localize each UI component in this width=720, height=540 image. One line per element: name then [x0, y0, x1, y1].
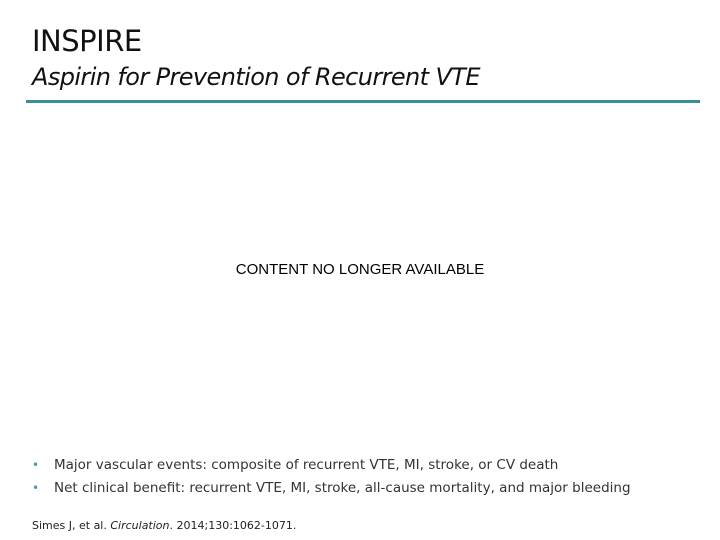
bullet-dot-icon: •: [32, 458, 40, 472]
bullet-dot-icon: •: [32, 481, 40, 495]
slide-title: INSPIRE: [32, 24, 142, 58]
content-unavailable-notice: CONTENT NO LONGER AVAILABLE: [235, 261, 485, 278]
bullet-item: [32, 477, 631, 500]
citation-details: . 2014;130:1062-1071.: [169, 519, 297, 532]
bullet-list: [32, 454, 631, 500]
bullet-text: Major vascular events: composite of recurrent VTE, MI, stroke, or CV death: [54, 457, 559, 473]
citation-journal: Circulation: [110, 519, 170, 532]
slide-subtitle: Aspirin for Prevention of Recurrent VTE: [32, 63, 480, 91]
citation: [32, 519, 296, 532]
title-divider: [26, 100, 700, 103]
citation-authors: Simes J, et al.: [32, 519, 107, 532]
bullet-item: [32, 454, 631, 477]
bullet-text: Net clinical benefit: recurrent VTE, MI, stroke, all-cause mortality, and major bleeding: [54, 480, 631, 496]
